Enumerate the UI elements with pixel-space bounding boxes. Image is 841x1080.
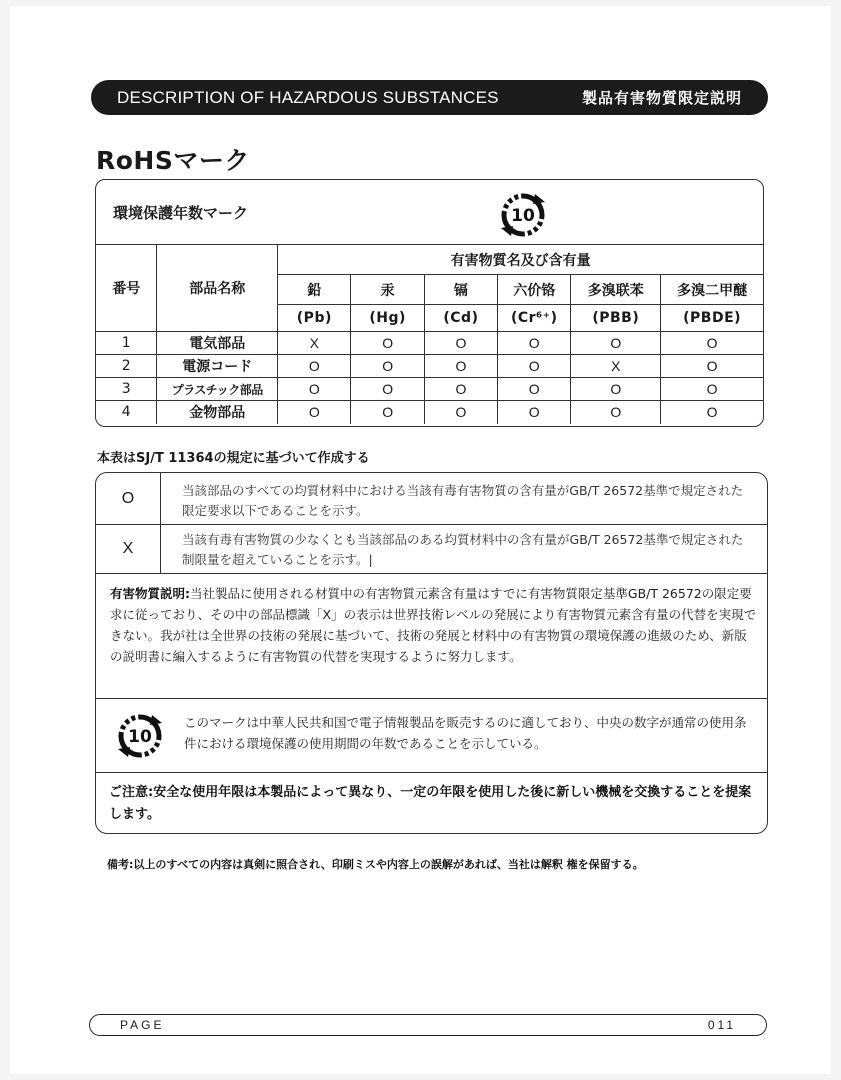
cell-value: O <box>571 378 661 401</box>
env-mark-label: 環境保護年数マーク <box>113 204 249 222</box>
cell-value: O <box>424 401 497 424</box>
substance-name: 多溴联苯 <box>571 275 661 305</box>
substance-name: 六价铬 <box>498 275 571 305</box>
cell-value: O <box>351 401 424 424</box>
substance-symbol: (Cr⁶⁺) <box>498 305 571 332</box>
substance-name: 多溴二甲醚 <box>661 275 763 305</box>
cell-value: O <box>424 378 497 401</box>
cell-value: O <box>351 332 424 355</box>
legend-symbol: O <box>96 473 161 524</box>
cell-value: X <box>571 355 661 378</box>
cell-value: O <box>661 355 763 378</box>
cell-value: O <box>278 378 351 401</box>
cell-value: O <box>424 332 497 355</box>
cell-value: O <box>498 401 571 424</box>
col-part-header: 部品名称 <box>157 245 278 332</box>
cell-value: O <box>661 401 763 424</box>
epup-10-icon <box>112 713 168 763</box>
cell-value: O <box>351 355 424 378</box>
table-row <box>96 332 763 355</box>
mark-info-section <box>96 699 767 773</box>
explanation-text: 当社製品に使用される材質中の有害物質元素含有量はすでに有害物質限定基準GB/T 26572の限定要求に従っており、その中の部品標識「X」の表示は世界技術レベルの発展により有害物質元素含有量の代替を実現できない。我が社は全世界の技術の発展に基づいて、技術の発展と材料中の有害物質の環境保護の進級のため、新版の説明書に編入するように有害物質の代替を実現するように努力します。 <box>110 586 757 664</box>
cell-value: O <box>498 355 571 378</box>
cell-value: O <box>278 355 351 378</box>
row-part: 金物部品 <box>157 401 278 424</box>
table-row <box>96 401 763 424</box>
substance-symbol: (PBDE) <box>661 305 763 332</box>
cell-value: O <box>351 378 424 401</box>
cell-value: O <box>424 355 497 378</box>
row-part: 電気部品 <box>157 332 278 355</box>
row-no: 2 <box>96 355 157 378</box>
env-mark-header <box>96 180 763 244</box>
epup-number: 10 <box>128 727 152 747</box>
epup-10-icon <box>495 192 551 242</box>
header-title-jp: 製品有害物質限定説明 <box>581 89 742 107</box>
standard-note: 本表はSJ/T 11364の規定に基づいて作成する <box>97 451 370 466</box>
substance-symbol: (Hg) <box>351 305 424 332</box>
legend-row-o <box>96 473 767 525</box>
col-no-header: 番号 <box>96 245 157 332</box>
caution-section <box>96 773 767 834</box>
cell-value: O <box>571 401 661 424</box>
legend-row-x <box>96 525 767 574</box>
explanation-paragraph <box>110 583 758 667</box>
substance-symbol: (Pb) <box>278 305 351 332</box>
cell-value: O <box>498 378 571 401</box>
section-title: RoHSマーク <box>96 146 250 175</box>
substance-name: 汞 <box>351 275 424 305</box>
substance-symbol: (PBB) <box>571 305 661 332</box>
cell-value: O <box>661 378 763 401</box>
caution-text: ご注意:安全な使用年限は本製品によって異なり、一定の年限を使用した後に新しい機械を交換することを提案します。 <box>109 785 752 822</box>
table-row <box>96 355 763 378</box>
substance-symbol: (Cd) <box>424 305 497 332</box>
page-number: 011 <box>707 1018 736 1032</box>
substance-name: 镉 <box>424 275 497 305</box>
legend-symbol: X <box>96 525 161 573</box>
cell-value: X <box>278 332 351 355</box>
substance-group-header: 有害物質名及び含有量 <box>278 245 763 275</box>
remark-text: 備考:以上のすべての内容は真剣に照合され、印刷ミスや内容上の誤解があれば、当社は解釈 権を保留する。 <box>107 858 644 871</box>
row-no: 3 <box>96 378 157 401</box>
table-row <box>96 378 763 401</box>
mark-info-text: このマークは中華人民共和国で電子情報製品を販売するのに適しており、中央の数字が通常の使用条件における環境保護の使用期間の年数であることを示している。 <box>184 715 747 751</box>
row-no: 4 <box>96 401 157 424</box>
row-no: 1 <box>96 332 157 355</box>
cell-value: O <box>571 332 661 355</box>
header-bar <box>91 80 768 115</box>
cell-value: O <box>498 332 571 355</box>
legend-box <box>95 472 768 834</box>
footer-bar <box>89 1014 767 1036</box>
header-title-en: DESCRIPTION OF HAZARDOUS SUBSTANCES <box>117 87 499 107</box>
row-part: 電源コード <box>157 355 278 378</box>
rohs-table-box <box>95 179 764 427</box>
substance-name: 鉛 <box>278 275 351 305</box>
epup-number: 10 <box>511 206 535 226</box>
hazard-table <box>96 244 763 424</box>
legend-text: 当該有毒有害物質の少なくとも当該部品のある均質材料中の含有量がGB/T 26572基準で規定された制限量を超えていることを示す。| <box>182 532 744 567</box>
legend-text: 当該部品のすべての均質材料中における当該有毒有害物質の含有量がGB/T 26572基準で規定された限定要求以下であることを示す。 <box>182 483 744 518</box>
explanation-label: 有害物質説明: <box>110 586 190 601</box>
row-part: プラスチック部品 <box>157 378 278 401</box>
cell-value: O <box>278 401 351 424</box>
page-label: PAGE <box>120 1018 165 1032</box>
explanation-section <box>96 574 767 699</box>
cell-value: O <box>661 332 763 355</box>
